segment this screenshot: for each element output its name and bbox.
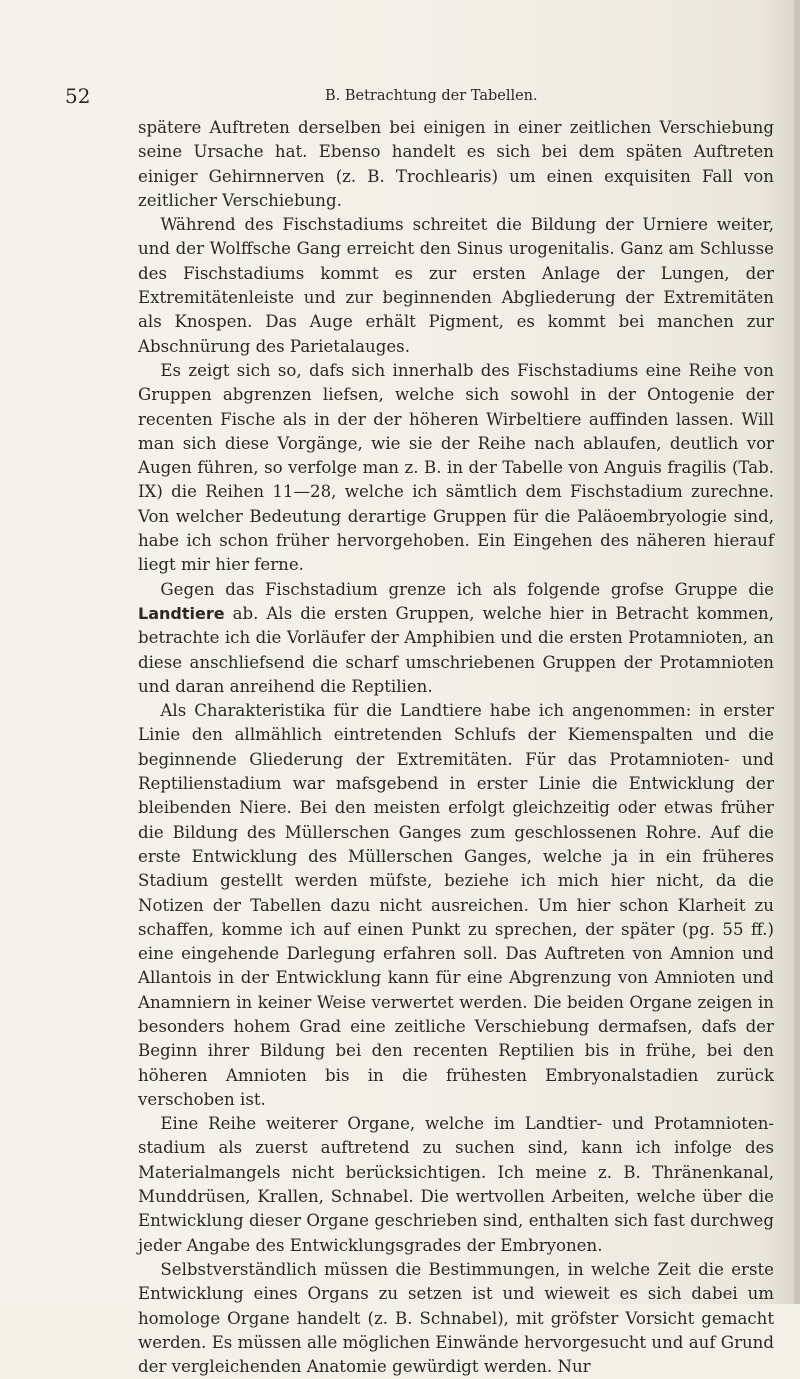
- running-head: B. Betrachtung der Tabellen.: [325, 88, 538, 104]
- paragraph: [138, 359, 774, 578]
- paragraph: [138, 578, 774, 699]
- page-header: [0, 84, 800, 108]
- paragraph: [138, 116, 774, 213]
- paragraph-text: Während des Fischstadiums schreitet die Bildung der Urniere weiter, und der Wolffsche Gang erreicht den Sinus urogenitalis. Ganz am Schlusse des Fischstadiums kommt es zur ersten Anlage der Lungen, der Extremitätenleiste und zur beginnenden Abgliederung der Extremitäten als Knospen. Das Auge erhält Pigment, es kommt bei manchen zur Abschnürung des Parietalauges.: [138, 215, 774, 356]
- paragraph: [138, 213, 774, 359]
- paragraph-text: Gegen das Fischstadium grenze ich als folgende grofse Gruppe die: [160, 579, 774, 599]
- body-text: [138, 116, 774, 1379]
- emphasized-term: Landtiere: [138, 603, 225, 623]
- paragraph-text: Eine Reihe weiterer Organe, welche im Landtier- und Protamnioten-stadium als zuerst auftretend zu suchen sind, kann ich infolge des Materialmangels nicht berücksichtigen. Ich meine z. B. Thränenkanal, Munddrüsen, Krallen, Schnabel. Die wertvollen Arbeiten, welche über die Entwicklung dieser Organe geschrieben sind, enthalten sich fast durchweg jeder Angabe des Entwicklungsgrades der Embryonen.: [138, 1114, 774, 1255]
- paragraph: [138, 699, 774, 1112]
- paragraph-text: Als Charakteristika für die Landtiere habe ich angenommen: in erster Linie den allmählich eintretenden Schlufs der Kiemenspalten und die beginnende Gliederung der Extremitäten. Für das Protamnioten- und Reptilienstadium war mafsgebend in erster Linie die Entwicklung der bleibenden Niere. Bei den meisten erfolgt gleichzeitig oder etwas früher die Bildung des Müllerschen Ganges zum geschlossenen Rohre. Auf die erste Entwicklung des Müllerschen Ganges, welche ja in ein früheres Stadium gestellt werden müfste, beziehe ich mich hier nicht, da die Notizen der Tabellen dazu nicht ausreichen. Um hier schon Klarheit zu schaffen, komme ich auf einen Punkt zu sprechen, der später (pg. 55 ff.) eine eingehende Darlegung erfahren soll. Das Auftreten von Amnion und Allantois in der Entwicklung kann für eine Abgrenzung von Amnioten und Anamniern in keiner Weise verwertet werden. Die beiden Organe zeigen in besonders hohem Grad eine zeitliche Verschiebung dermafsen, dafs der Beginn ihrer Bildung bei den recenten Reptilien bis in frühe, bei den höheren Amnioten bis in die frühesten Embryonalstadien zurück verschoben ist.: [138, 701, 774, 1109]
- paragraph-text: Selbstverständlich müssen die Bestimmungen, in welche Zeit die erste Entwicklung eines Organs zu setzen ist und wieweit es sich dabei um homologe Organe handelt (z. B. Schnabel), mit gröfster Vorsicht gemacht werden. Es müssen alle möglichen Einwände hervorgesucht und auf Grund der vergleichenden Anatomie gewürdigt werden. Nur: [138, 1259, 774, 1377]
- paragraph-text: spätere Auftreten derselben bei einigen in einer zeitlichen Verschiebung seine Ursache hat. Ebenso handelt es sich bei dem späten Auftreten einiger Gehirnnerven (z. B. Trochlearis) um einen exquisiten Fall von zeitlicher Verschiebung.: [138, 118, 774, 210]
- paragraph-text: Es zeigt sich so, dafs sich innerhalb des Fischstadiums eine Reihe von Gruppen abgrenzen liefsen, welche sich sowohl in der Ontogenie der recenten Fische als in der der höheren Wirbeltiere auffinden lassen. Will man sich diese Vorgänge, wie sie der Reihe nach ablaufen, deutlich vor Augen führen, so verfolge man z. B. in der Tabelle von Anguis fragilis (Tab. IX) die Reihen 11—28, welche ich sämtlich dem Fischstadium zurechne. Von welcher Bedeutung derartige Gruppen für die Paläoembryologie sind, habe ich schon früher hervorgehoben. Ein Eingehen des näheren hierauf liegt mir hier ferne.: [138, 360, 774, 575]
- paragraph: [138, 1258, 774, 1379]
- paragraph-text: ab. Als die ersten Gruppen, welche hier in Betracht kommen, betrachte ich die Vorläufer der Amphibien und die ersten Protamnioten, an diese anschliefsend die scharf umschriebenen Gruppen der Protamnioten und daran anreihend die Reptilien.: [138, 603, 774, 696]
- page-edge-shadow: [794, 0, 800, 1304]
- page-number: 52: [65, 84, 91, 108]
- paragraph: [138, 1112, 774, 1258]
